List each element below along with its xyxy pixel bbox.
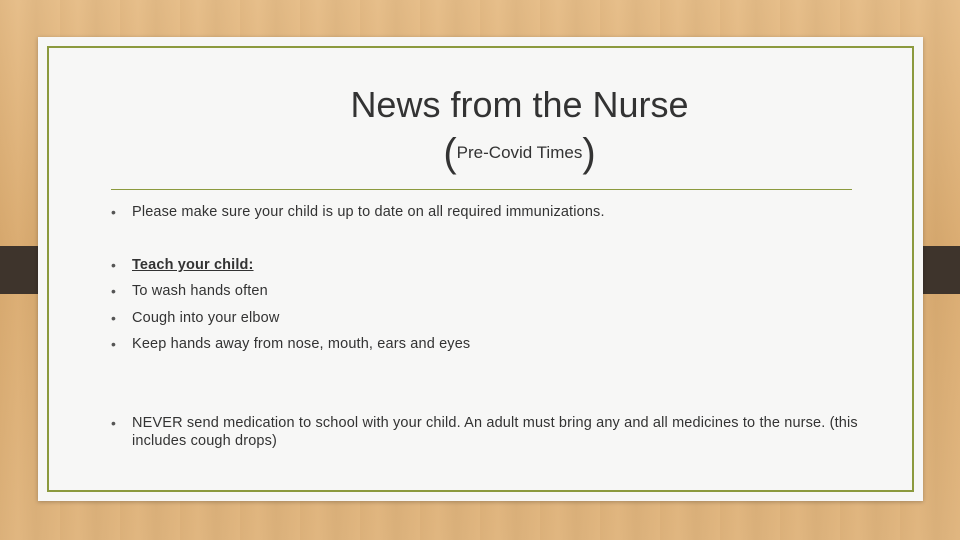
slide-title: News from the Nurse xyxy=(350,84,689,125)
bullet-dot: • xyxy=(111,257,117,273)
bullet-item-hands-away xyxy=(111,335,863,353)
slide-subtitle xyxy=(38,131,923,175)
bullet-text: Please make sure your child is up to date on all required immunizations. xyxy=(132,204,605,220)
bullet-dot: • xyxy=(111,310,117,326)
bullet-dot: • xyxy=(111,204,117,220)
subtitle-close-paren: ) xyxy=(582,131,596,175)
bullet-text: NEVER send medication to school with your child. An adult must bring any and all medicines to the nurse. (this includes cough drops) xyxy=(132,415,858,449)
bullet-text: Keep hands away from nose, mouth, ears and eyes xyxy=(132,336,471,352)
bullet-text: Cough into your elbow xyxy=(132,310,280,326)
bullet-item-wash-hands xyxy=(111,282,863,300)
bullet-text: To wash hands often xyxy=(132,283,268,299)
title-divider xyxy=(111,189,852,190)
bullet-item-medication xyxy=(111,414,863,450)
subtitle-text: Pre-Covid Times xyxy=(456,143,583,162)
bullet-dot: • xyxy=(111,336,117,352)
bullet-item-teach-heading xyxy=(111,256,863,274)
bullet-dot: • xyxy=(111,283,117,299)
bullet-text: Teach your child: xyxy=(132,257,254,273)
bullet-item-cough-elbow xyxy=(111,309,863,327)
slide-card xyxy=(38,37,923,501)
bullet-dot: • xyxy=(111,415,117,431)
subtitle-open-paren: ( xyxy=(443,131,457,175)
bullet-item-immunizations xyxy=(111,203,863,221)
